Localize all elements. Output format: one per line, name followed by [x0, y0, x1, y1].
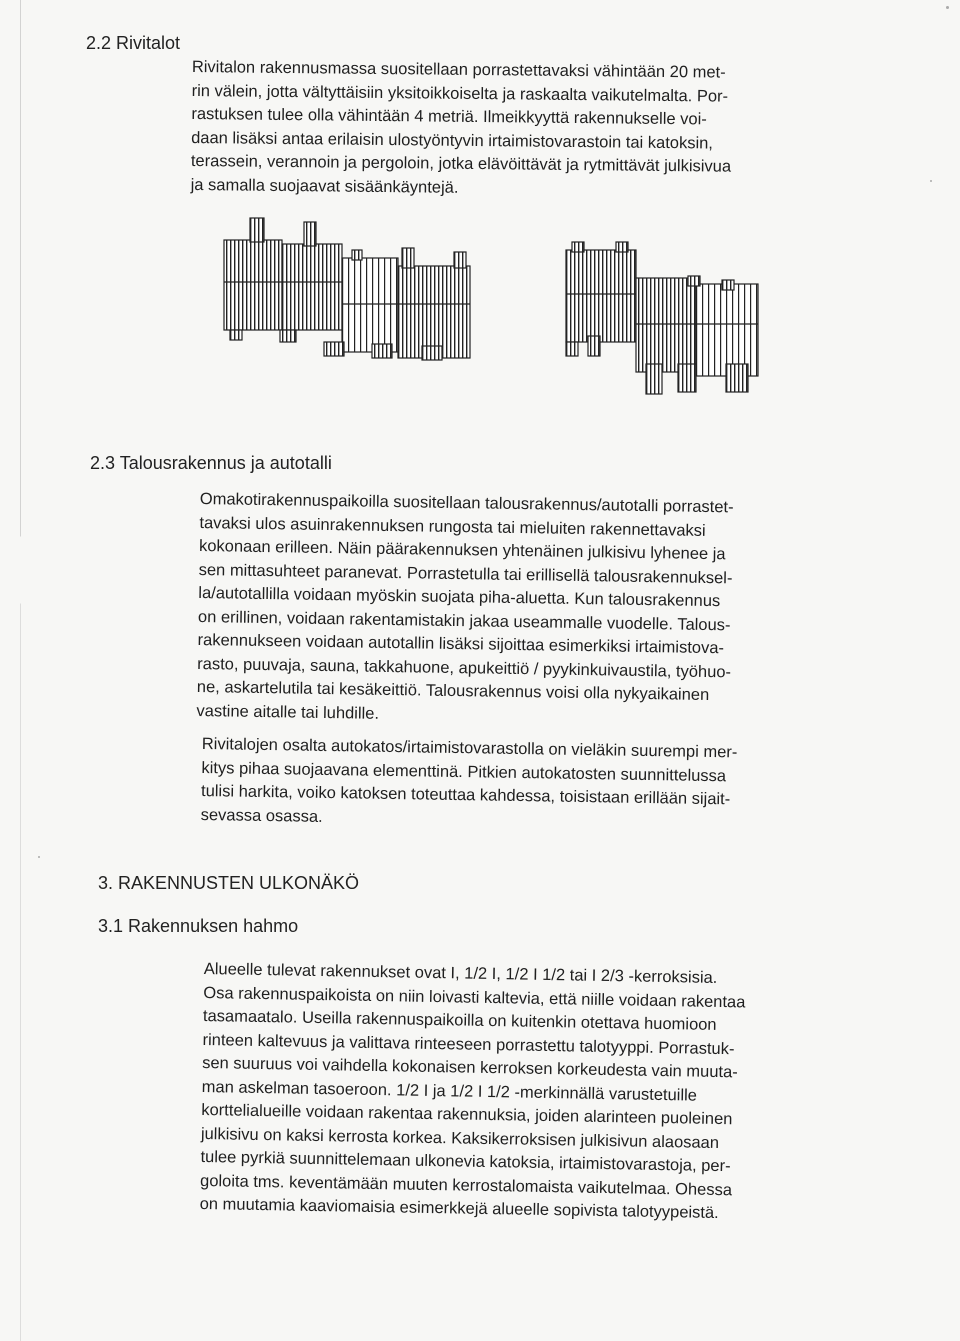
paragraph-line: tavaksi ulos asuinrakennuksen rungosta tai mieluiten rakennettavaksi: [199, 513, 706, 540]
paragraph-line: rinteen kaltevuus ja valittava rinteeseen porrastettu talotyyppi. Porrastuk-: [202, 1030, 735, 1058]
paragraph-line: ne, askartelutila tai kesäkeittiö. Talousrakennus voisi olla nykyaikainen: [196, 677, 710, 705]
paragraph-line: korttelialueille voidaan rakentaa rakennuksia, joiden alarinteen puoleinen: [201, 1100, 733, 1129]
paragraph-line: vastine aitalle tai luhdille.: [196, 701, 380, 723]
paragraph-line: rastuksen tulee olla vähintään 4 metriä. Ilmeikkyyttä rakennukselle voi-: [191, 104, 707, 129]
paragraph-3-1: [199, 958, 746, 1226]
paragraph-line: rasto, puuvaja, sauna, takkahuone, apukeittiö / pyykinkuivaustila, työhuo-: [197, 654, 732, 681]
paragraph-line: sen mittasuhteet paranevat. Porrastetulla tai erillisellä talousrakennuksel-: [198, 560, 733, 587]
left-row-house-drawing: [224, 218, 470, 360]
paragraph-2-3-a: [196, 488, 733, 731]
heading-2-2: 2.2 Rivitalot: [86, 33, 181, 53]
paragraph-line: Osa rakennuspaikoista on niin loivasti kaltevia, että niille voidaan rakentaa: [203, 983, 746, 1011]
paragraph-line: Omakotirakennuspaikoilla suositellaan talousrakennus/autotalli porrastet-: [199, 489, 734, 517]
paragraph-2-2: [191, 56, 733, 203]
paragraph-2-3-b: [201, 733, 738, 835]
paragraph-line: julkisivu on kaksi kerrosta korkea. Kaksikerroksisen julkisivun alaosaan: [200, 1124, 720, 1152]
paragraph-line: sevassa osassa.: [200, 805, 323, 826]
paragraph-line: Rivitalojen osalta autokatos/irtaimistovarastolla on vieläkin suurempi mer-: [201, 734, 738, 762]
paragraph-line: la/autotallilla voidaan myöskin suojata piha-aluetta. Kun talousrakennus: [198, 583, 721, 611]
scan-speck: [946, 6, 949, 9]
paragraph-line: tulisi harkita, voiko katoksen toteuttaa kahdessa, toisistaan erillään sijait-: [200, 781, 731, 809]
paragraph-line: kitys pihaa suojaavana elementtinä. Pitkien autokatosten suunnittelussa: [201, 758, 727, 785]
scan-margin-line: [20, 0, 21, 1341]
paragraph-line: Rivitalon rakennusmassa suositellaan porrastettavaksi vähintään 20 met-: [191, 57, 726, 82]
paragraph-line: ja samalla suojaavat sisäänkäyntejä.: [190, 175, 459, 197]
heading-3: 3. RAKENNUSTEN ULKONÄKÖ: [98, 873, 360, 893]
paragraph-line: tasamaatalo. Useilla rakennuspaikoilla on kuitenkin otettava huomioon: [202, 1006, 717, 1034]
heading-2-3: 2.3 Talousrakennus ja autotalli: [90, 453, 332, 473]
paragraph-line: man askelman tasoeroon. 1/2 I ja 1/2 I 1/2 -merkinnällä varustetuille: [201, 1077, 698, 1105]
paragraph-line: on muutamia kaaviomaisia esimerkkejä alueelle sopivista talotyypeistä.: [199, 1194, 719, 1223]
paragraph-line: Alueelle tulevat rakennukset ovat I, 1/2 I, 1/2 I 1/2 tai I 2/3 -kerroksisia.: [203, 959, 718, 987]
scan-speck: [930, 180, 932, 182]
paragraph-line: tulee pyrkiä suunnittelemaan ulkonevia katoksia, irtaimistovarastoja, per-: [200, 1147, 731, 1176]
paragraph-line: daan lisäksi antaa erilaisin ulostyöntyvin irtaimistovarastoin tai katoksin,: [191, 128, 714, 152]
row-house-elevation-figure: [222, 214, 762, 404]
paragraph-line: sen suuruus voi vaihdella kokonaisen kerroksen korkeudesta vain muuta-: [202, 1053, 738, 1082]
scan-speck: [38, 856, 40, 858]
paragraph-line: terassein, verannoin ja pergoloin, jotka elävöittävät ja rytmittävät julkisivua: [190, 151, 732, 176]
paragraph-line: rakennukseen voidaan autotallin lisäksi sijoittaa esimerkiksi irtaimistova-: [197, 630, 725, 658]
paragraph-line: kokonaan erilleen. Näin päärakennuksen yhtenäinen julkisivu lyhenee ja: [198, 536, 726, 564]
paragraph-line: goloita tms. keventämään muuten kerrostalomaista vaikutelmaa. Ohessa: [199, 1171, 733, 1199]
paragraph-line: rin välein, jotta vältyttäisiin yksitoikkoiselta ja raskaalta vaikutelmalta. Por-: [191, 81, 729, 106]
paragraph-line: on erillinen, voidaan rakentamistakin jakaa useammalle vuodelle. Talous-: [197, 607, 731, 634]
heading-3-1: 3.1 Rakennuksen hahmo: [98, 916, 299, 936]
right-row-house-drawing: [566, 242, 758, 394]
